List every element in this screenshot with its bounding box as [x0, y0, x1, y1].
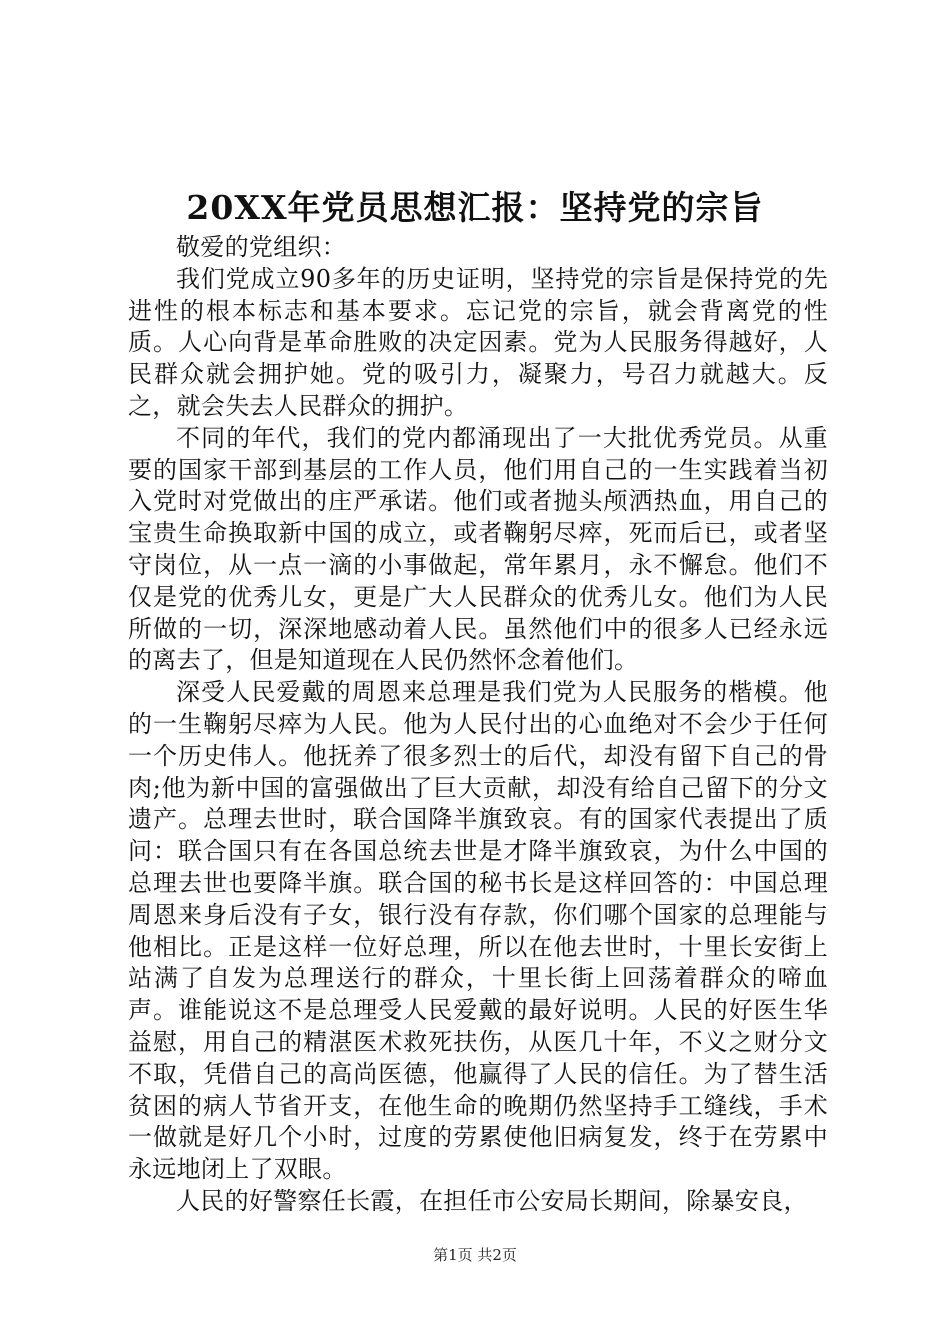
paragraph-4: 人民的好警察任长霞，在担任市公安局长期间，除暴安良，: [176, 1186, 808, 1215]
document-title: 20XX年党员思想汇报：坚持党的宗旨: [186, 188, 764, 227]
paragraph-2: 不同的年代，我们的党内都涌现出了一大批优秀党员。从重要的国家干部到基层的工作人员，他们用自己的一生实践着当初入党时对党做出的庄严承诺。他们或者抛头颅洒热血，用自己的宝贵生命换取新中国的成立，或者鞠躬尽瘁，死而后已，或者坚守岗位，从一点一滴的小事做起，常年累月，永不懈怠。他们不仅是党的优秀儿女，更是广大人民群众的优秀儿女。他们为人民所做的一切，深深地感动着人民。虽然他们中的很多人已经永远的离去了，但是知道现在人民仍然怀念着他们。: [128, 423, 828, 675]
document-body: [128, 232, 828, 1218]
paragraph-1: 我们党成立90多年的历史证明，坚持党的宗旨是保持党的先进性的根本标志和基本要求。忘记党的宗旨，就会背离党的性质。人心向背是革命胜败的决定因素。党为人民服务得越好，人民群众就会拥护她。党的吸引力，凝聚力，号召力就越大。反之，就会失去人民群众的拥护。: [128, 264, 828, 420]
paragraph-3: 深受人民爱戴的周恩来总理是我们党为人民服务的楷模。他的一生鞠躬尽瘁为人民。他为人民付出的心血绝对不会少于任何一个历史伟人。他抚养了很多烈士的后代，却没有留下自己的骨肉;他为新中国的富强做出了巨大贡献，却没有给自己留下的分文遗产。总理去世时，联合国降半旗致哀。有的国家代表提出了质问：联合国只有在各国总统去世是才降半旗致哀，为什么中国的总理去世也要降半旗。联合国的秘书长是这样回答的：中国总理周恩来身后没有子女，银行没有存款，你们哪个国家的总理能与他相比。正是这样一位好总理，所以在他去世时，十里长安街上站满了自发为总理送行的群众，十里长街上回荡着群众的啼血声。谁能说这不是总理受人民爱戴的最好说明。人民的好医生华益慰，用自己的精湛医术救死扶伤，从医几十年，不义之财分文不取，凭借自己的高尚医德，他赢得了人民的信任。为了替生活贫困的病人节省开支，在他生命的晚期仍然坚持手工缝线，手术一做就是好几个小时，过度的劳累使他旧病复发，终于在劳累中永远地闭上了双眼。: [128, 678, 828, 1184]
page-number-footer: 第1页 共2页: [433, 1246, 517, 1264]
salutation: 敬爱的党组织：: [176, 233, 347, 261]
